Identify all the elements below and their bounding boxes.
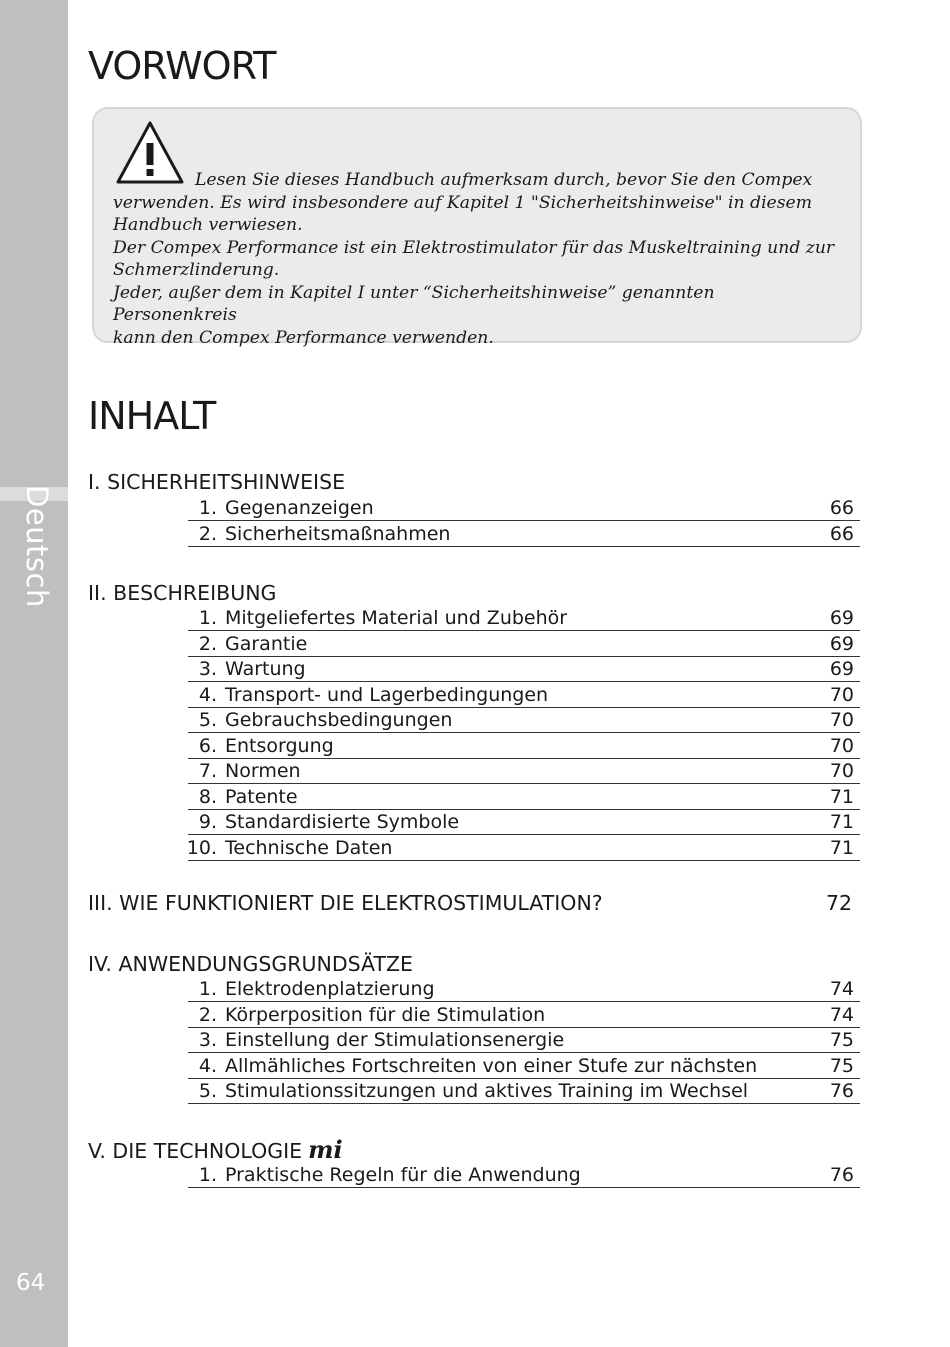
toc-entry-page: 75 [829,1054,854,1077]
toc-entry-title: Elektrodenplatzierung [225,978,435,1000]
toc-entry-number: 1. [198,497,217,519]
toc-entry-title: Allmähliches Fortschreiten von einer Stufe zur nächsten [225,1054,758,1077]
toc-entry[interactable] [188,522,860,547]
toc-entry[interactable] [188,606,860,631]
toc-entry-page: 71 [829,811,854,833]
toc-entry-page: 70 [829,734,854,757]
toc-entry[interactable] [188,810,860,835]
toc-entry-title: Körperposition für die Stimulation [225,1003,546,1026]
toc-entry[interactable] [188,977,860,1002]
toc-entry-title: Praktische Regeln für die Anwendung [225,1164,581,1186]
foreword-line: Schmerzlinderung. [113,260,280,280]
toc-entry-number: 6. [198,734,217,757]
toc-entry-title: Garantie [225,632,308,655]
foreword-line: Handbuch verwiesen. [113,215,303,235]
toc-entry-number: 5. [198,1080,217,1102]
toc-entry-page: 66 [829,497,854,519]
toc-section-title: IV. ANWENDUNGSGRUNDSÄTZE [88,952,413,976]
toc-entry-page: 76 [829,1080,854,1102]
toc-entry-list [188,606,860,861]
foreword-line: Lesen Sie dieses Handbuch aufmerksam durch, bevor Sie den Compex [195,170,813,190]
toc-entry-page: 69 [829,607,854,629]
toc-section-title: III. WIE FUNKTIONIERT DIE ELEKTROSTIMULATION? [88,891,603,915]
foreword-text [113,169,843,349]
toc-entry-number: 3. [198,658,217,680]
toc-entry-title: Technische Daten [225,836,393,859]
toc-entry-title: Gebrauchsbedingungen [225,709,453,731]
toc-entry-title: Normen [225,760,301,782]
sidebar [0,0,68,1347]
toc-entry-number: 2. [198,522,217,545]
toc-entry[interactable] [188,1003,860,1028]
toc-entry[interactable] [188,657,860,682]
toc-entry[interactable] [188,708,860,733]
toc-entry[interactable] [188,632,860,657]
toc-entry[interactable] [188,1079,860,1104]
toc-entry-page: 74 [829,1003,854,1026]
toc-entry-number: 1. [198,607,217,629]
toc-section [88,581,276,605]
foreword-heading: VORWORT [88,44,276,88]
toc-section [88,470,345,494]
toc-entry-list [188,1163,860,1189]
language-label: Deutsch [20,485,54,608]
toc-entry-title: Patente [225,785,298,808]
toc-entry-title: Wartung [225,658,306,680]
toc-entry-page: 71 [829,785,854,808]
toc-entry[interactable] [188,734,860,759]
toc-entry[interactable] [188,1163,860,1188]
toc-entry-title: Einstellung der Stimulationsenergie [225,1029,565,1051]
page-number: 64 [16,1270,46,1296]
toc-entry-page: 69 [829,632,854,655]
toc-entry[interactable] [188,496,860,521]
toc-entry-title: Transport- und Lagerbedingungen [225,683,549,706]
toc-entry-number: 3. [198,1029,217,1051]
toc-entry-number: 7. [198,760,217,782]
toc-entry[interactable] [188,836,860,861]
toc-entry-number: 2. [198,1003,217,1026]
toc-heading: INHALT [88,394,216,438]
toc-entry-page: 69 [829,658,854,680]
toc-entry-title: Sicherheitsmaßnahmen [225,522,451,545]
toc-entry-title: Entsorgung [225,734,334,757]
toc-entry-page: 71 [829,836,854,859]
toc-entry-number: 1. [198,978,217,1000]
toc-entry-number: 9. [198,811,217,833]
toc-entry-number: 2. [198,632,217,655]
toc-entry-number: 8. [198,785,217,808]
toc-entry-title: Standardisierte Symbole [225,811,460,833]
toc-entry-number: 4. [198,683,217,706]
toc-entry-title: Stimulationssitzungen und aktives Training im Wechsel [225,1080,749,1102]
foreword-line: Der Compex Performance ist ein Elektrostimulator für das Muskeltraining und zur [113,237,835,258]
foreword-line: verwenden. Es wird insbesondere auf Kapitel 1 "Sicherheitshinweise" in diesem [113,192,813,213]
toc-entry-number: 1. [198,1164,217,1186]
toc-entry-title: Mitgeliefertes Material und Zubehör [225,607,568,629]
toc-entry[interactable] [188,785,860,810]
toc-entry-number: 5. [198,709,217,731]
toc-entry-page: 76 [829,1164,854,1186]
toc-entry-page: 66 [829,522,854,545]
toc-entry-number: 4. [198,1054,217,1077]
foreword-line: kann den Compex Performance verwenden. [113,327,494,348]
toc-entry-page: 74 [829,978,854,1000]
toc-section-title: I. SICHERHEITSHINWEISE [88,470,346,494]
toc-entry-page: 70 [829,683,854,706]
toc-entry[interactable] [188,759,860,784]
toc-entry[interactable] [188,683,860,708]
toc-entry-title: Gegenanzeigen [225,497,374,519]
toc-entry-page: 70 [829,709,854,731]
toc-entry-list [188,496,860,547]
toc-section[interactable] [88,891,853,915]
toc-entry[interactable] [188,1028,860,1053]
toc-section-title: V. DIE TECHNOLOGIE [88,1139,303,1163]
toc-section [88,952,413,976]
toc-entry-page: 70 [829,760,854,782]
toc-entry-page: 75 [829,1029,854,1051]
toc-section-page: 72 [826,891,853,915]
toc-section-title: II. BESCHREIBUNG [88,581,277,605]
foreword-line: Jeder, außer dem in Kapitel I unter “Sicherheitshinweise” genannten Personenkreis [113,282,715,325]
mi-technology-logo: mi [308,1135,343,1164]
toc-section [88,1135,343,1164]
toc-entry-number: 10. [186,836,217,859]
toc-entry-list [188,977,860,1105]
toc-entry[interactable] [188,1054,860,1079]
